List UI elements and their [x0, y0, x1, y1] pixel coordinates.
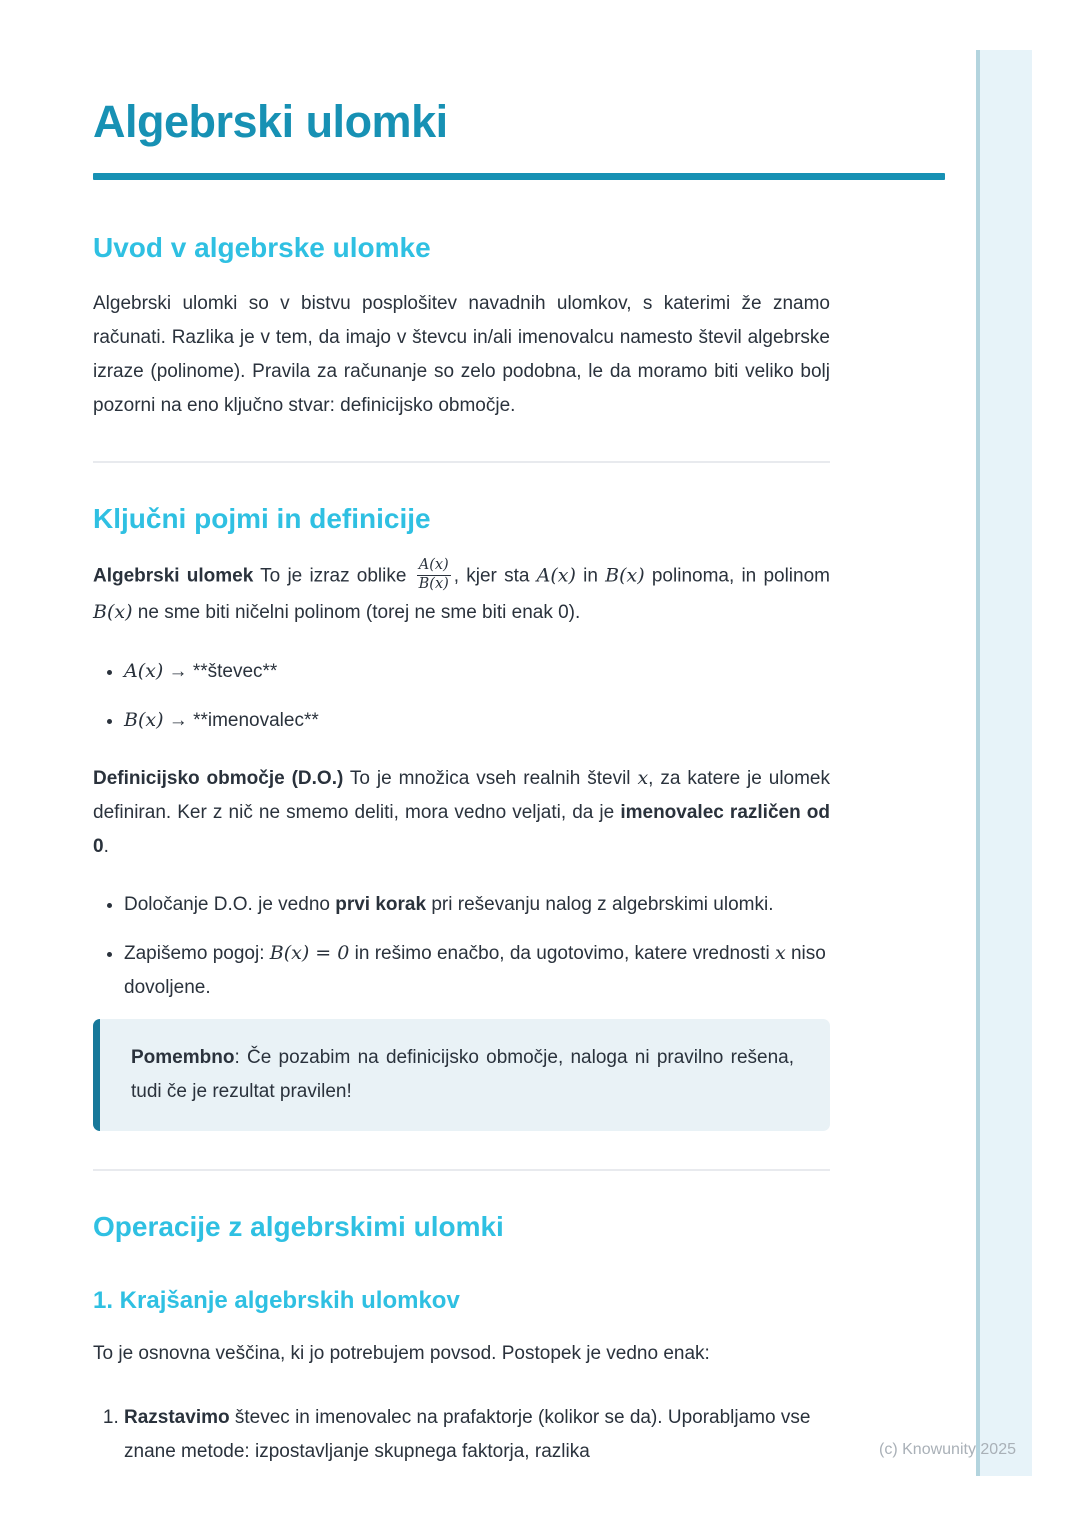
definition-algebraic-fraction: Algebrski ulomek To je izraz oblike $\frac{A(x)}{B(x)}$ , kjer sta A(x) in B(x) polinoma, in polinom B(x) ne sme biti ničelni polinom (torej ne sme biti enak 0). — [93, 556, 830, 623]
section-heading-intro: Uvod v algebrske ulomke — [93, 231, 431, 263]
list-item: • Zapišemo pogoj: B(x) = 0 in rešimo enačbo, da ugotovimo, katere vrednosti x niso dovoljene. — [124, 936, 830, 1005]
section-heading-definitions: Ključni pojmi in definicije — [93, 502, 431, 534]
watermark: (c) Knowunity 2025 — [879, 1441, 1016, 1458]
term-list — [93, 654, 830, 738]
math-fraction: $\frac{A(x)}{B(x)}$ — [418, 556, 449, 593]
subsection-heading-krajsanje: 1. Krajšanje algebrskih ulomkov — [93, 1286, 460, 1314]
callout-text: Pomembno: Če pozabim na definicijsko območje, naloga ni pravilno rešena, tudi če je rezultat pravilen! — [131, 1046, 794, 1102]
important-callout — [93, 1019, 830, 1131]
list-item: 1. Razstavimo števec in imenovalec na prafaktorje (kolikor se da). Uporabljamo vse znane metode: izpostavljanje skupnega faktorja, razlika — [124, 1401, 830, 1469]
steps-list — [93, 1401, 830, 1469]
section-divider — [93, 461, 830, 463]
document-content — [93, 0, 830, 1469]
domain-list — [93, 888, 830, 1005]
section-heading-operations: Operacije z algebrskimi ulomki — [93, 1210, 504, 1242]
list-item: • B(x) → **imenovalec** — [124, 703, 830, 738]
page-edge-strip — [976, 50, 1032, 1476]
intro-paragraph: Algebrski ulomki so v bistvu posplošitev navadnih ulomkov, s katerimi že znamo računati. Razlika je v tem, da imajo v števcu in/ali imenovalcu namesto števil algebrske izraze (polinome). Pravila za računanje so zelo podobna, le da moramo biti veliko bolj pozorni na eno ključno stvar: definicijsko območje. — [93, 292, 830, 416]
definition-domain: Definicijsko območje (D.O.) To je množica vseh realnih števil x, za katere je ulomek definiran. Ker z nič ne smemo deliti, mora vedno veljati, da je imenovalec različen od 0. — [93, 766, 830, 857]
page-title: Algebrski ulomki — [93, 96, 448, 147]
section-divider — [93, 1169, 830, 1171]
title-rule — [93, 173, 945, 180]
list-item: • A(x) → **števec** — [124, 654, 830, 689]
list-item: • Določanje D.O. je vedno prvi korak pri reševanju nalog z algebrskimi ulomki. — [124, 888, 830, 922]
krajsanje-intro: To je osnovna veščina, ki jo potrebujem povsod. Postopek je vedno enak: — [93, 1343, 710, 1365]
